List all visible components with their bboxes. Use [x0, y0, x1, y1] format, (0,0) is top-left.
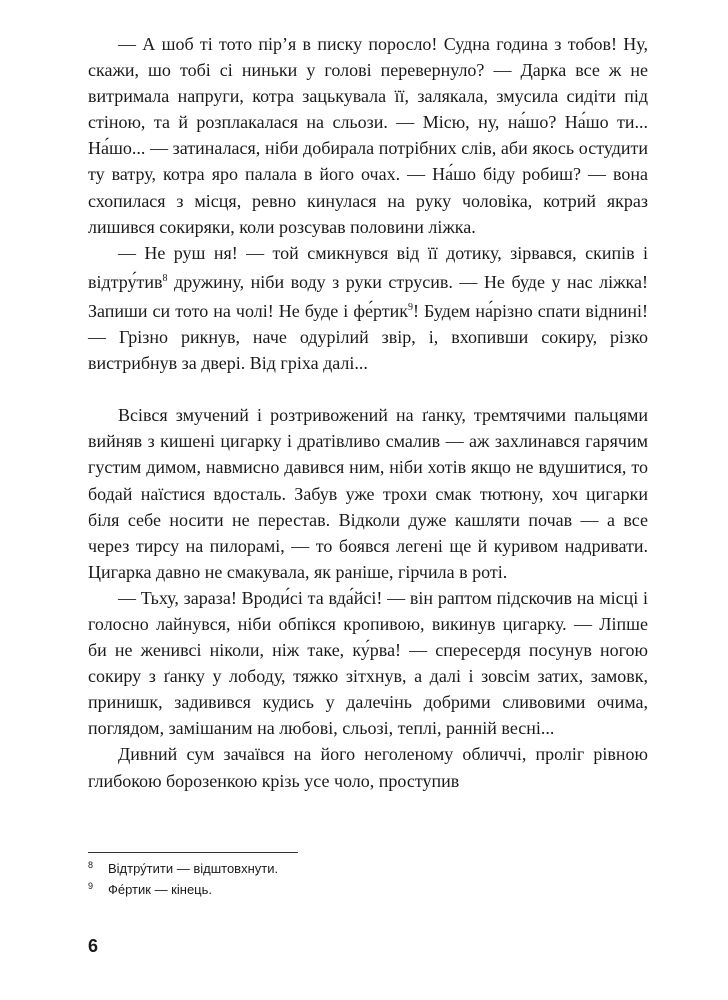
footnote-divider — [88, 852, 298, 853]
page-number: 6 — [88, 936, 99, 956]
footnote-text: Фе́ртик — кінець. — [108, 882, 212, 897]
paragraph-text: ! Будем на́різно спати віднині! — Грізно рикнув, наче одурілий звір, і, вхопивши сокиру, різко вистрибнув за двері. Від гріха далі... — [88, 300, 648, 374]
footnote-ref: 9 — [408, 301, 413, 313]
paragraph-text: дружину, ніби воду з руки струсив. — Не буде у нас ліжка! Запиши си тото на чолі! Не буде і фе́ртик — [88, 271, 648, 321]
paragraph: — А шоб ті тото пір’я в писку поросло! Судна година з тобов! Ну, скажи, шо тобі сі ниньки у голові перевернуло? — Дарка все ж не витримала напруги, котра зацькувала її, залякала, змусила сидіти під стіною, та й розплакалася на сльози. — Місю, ну, на́шо? На́шо ти... На́шо... — затиналася, ніби добирала потрібних слів, аби якось остудити ту ватру, котра яро палала в його очах. — На́шо біду робиш? — вона схопилася з місця, ревно кинулася на руку чоловіка, котрий якраз лишився сокиряки, коли розсував половини ліжка. — [88, 34, 648, 237]
paragraph-text: — Не руш ня! — той смикнувся від її дотику, зірвався, скипів і відтру́тив — [88, 242, 648, 292]
footnote — [88, 879, 648, 900]
footnote — [88, 858, 648, 879]
paragraph — [88, 240, 648, 376]
footnote-ref: 8 — [162, 272, 168, 284]
footnote-mark: 8 — [88, 860, 94, 870]
paragraph: Дивний сум зачаївся на його неголеному обличчі, проліг рівною глибокою борозенкою крізь усе чоло, проступив — [88, 744, 648, 791]
footnote-text: Відтру́тити — відштовхнути. — [108, 861, 279, 876]
paragraph: — Тьху, зараза! Вроди́сі та вда́йсі! — він раптом підскочив на місці і голосно лайнувся, ніби обпікся кропивою, викинув цигарку. — Ліпше би не женивсі ніколи, ніж таке, ку́рва! — спересердя посунув ногою сокиру з ґанку у лободу, тяжко зітхнув, а далі і зовсім затих, замовк, принишк, задивився кудись у далечінь добрими сливовими очима, поглядом, замішаним на любові, сльозі, теплі, ранній весні... — [88, 587, 648, 739]
paragraph: Всівся змучений і розтривожений на ґанку, тремтячими пальцями вийняв з кишені цигарку і дратівливо смалив — аж захлинався гарячим густим димом, навмисно давився ним, ніби хотів якщо не вдушитися, то бодай наїстися вдосталь. Забув уже трохи смак тютюну, хоч цигарки біля себе носити не перестав. Відколи дуже кашляти почав — а все через тирсу на пилорамі, — то боявся легені ще й куривом надривати. Цигарка давно не смакувала, як раніше, гірчила в роті. — [88, 405, 648, 582]
body-text — [88, 31, 648, 794]
footnote-mark: 9 — [88, 881, 94, 891]
footnotes — [88, 858, 648, 900]
